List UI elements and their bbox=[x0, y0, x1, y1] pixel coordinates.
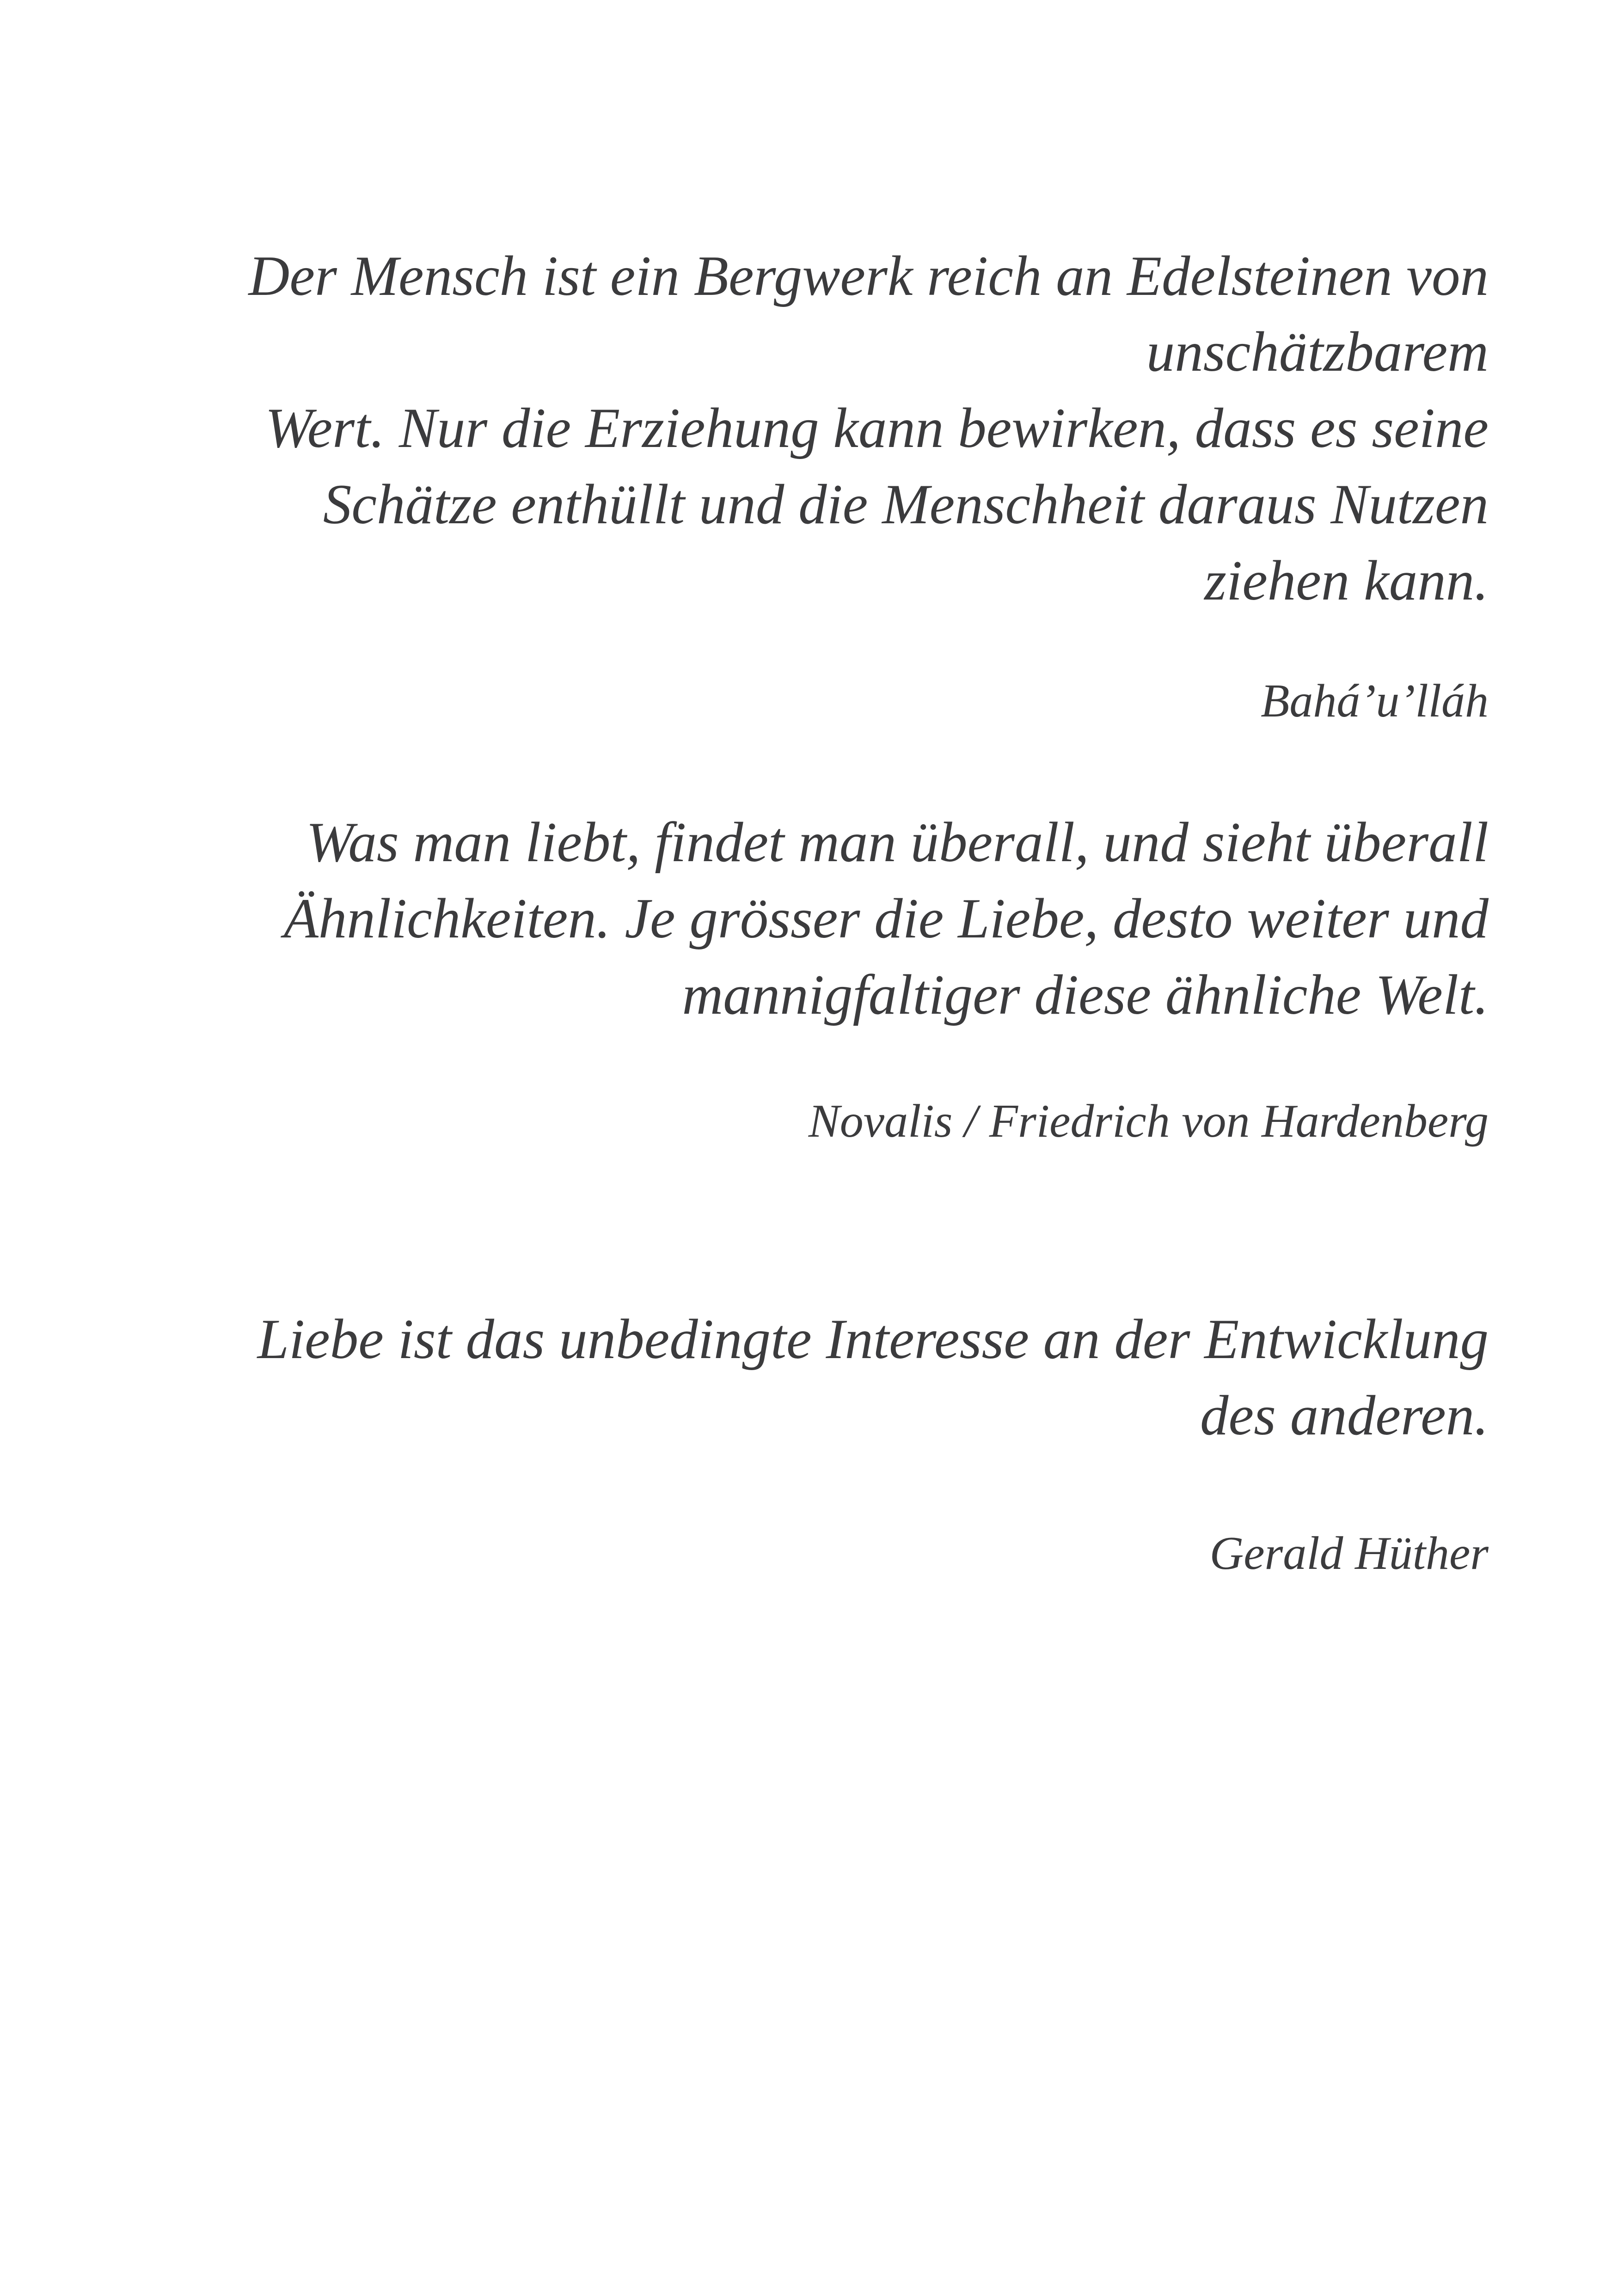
quote-3-line-2: des anderen. bbox=[1200, 1384, 1489, 1447]
quote-1-author: Bahá’u’lláh bbox=[1261, 675, 1489, 727]
quote-3-line-1: Liebe ist das unbedingte Interesse an der Entwicklung bbox=[257, 1307, 1489, 1371]
quote-3-author-block bbox=[102, 1527, 1489, 1580]
quote-2-line-2: Ähnlichkeiten. Je grösser die Liebe, desto weiter und bbox=[283, 887, 1489, 950]
quote-2-line-1: Was man liebt, findet man überall, und sieht überall bbox=[306, 810, 1489, 874]
quote-2-text bbox=[102, 810, 1489, 1026]
quote-1-line-5: ziehen kann. bbox=[1204, 549, 1489, 612]
quote-2-line-3: mannigfaltiger diese ähnliche Welt. bbox=[682, 963, 1489, 1026]
quote-3-text bbox=[102, 1307, 1489, 1447]
quote-1-line-3: Wert. Nur die Erziehung kann bewirken, dass es seine bbox=[265, 396, 1489, 459]
quote-1-line-1: Der Mensch ist ein Bergwerk reich an Edelsteinen von bbox=[248, 244, 1489, 307]
quote-3-author: Gerald Hüther bbox=[1209, 1527, 1489, 1580]
quote-1-text bbox=[102, 244, 1489, 612]
quote-2-author-block bbox=[102, 1095, 1489, 1147]
quote-1-line-4: Schätze enthüllt und die Menschheit daraus Nutzen bbox=[323, 472, 1489, 536]
quote-1-line-2: unschätzbarem bbox=[1146, 320, 1489, 383]
quote-1-author-block bbox=[102, 675, 1489, 727]
quote-2-author: Novalis / Friedrich von Hardenberg bbox=[808, 1095, 1489, 1147]
